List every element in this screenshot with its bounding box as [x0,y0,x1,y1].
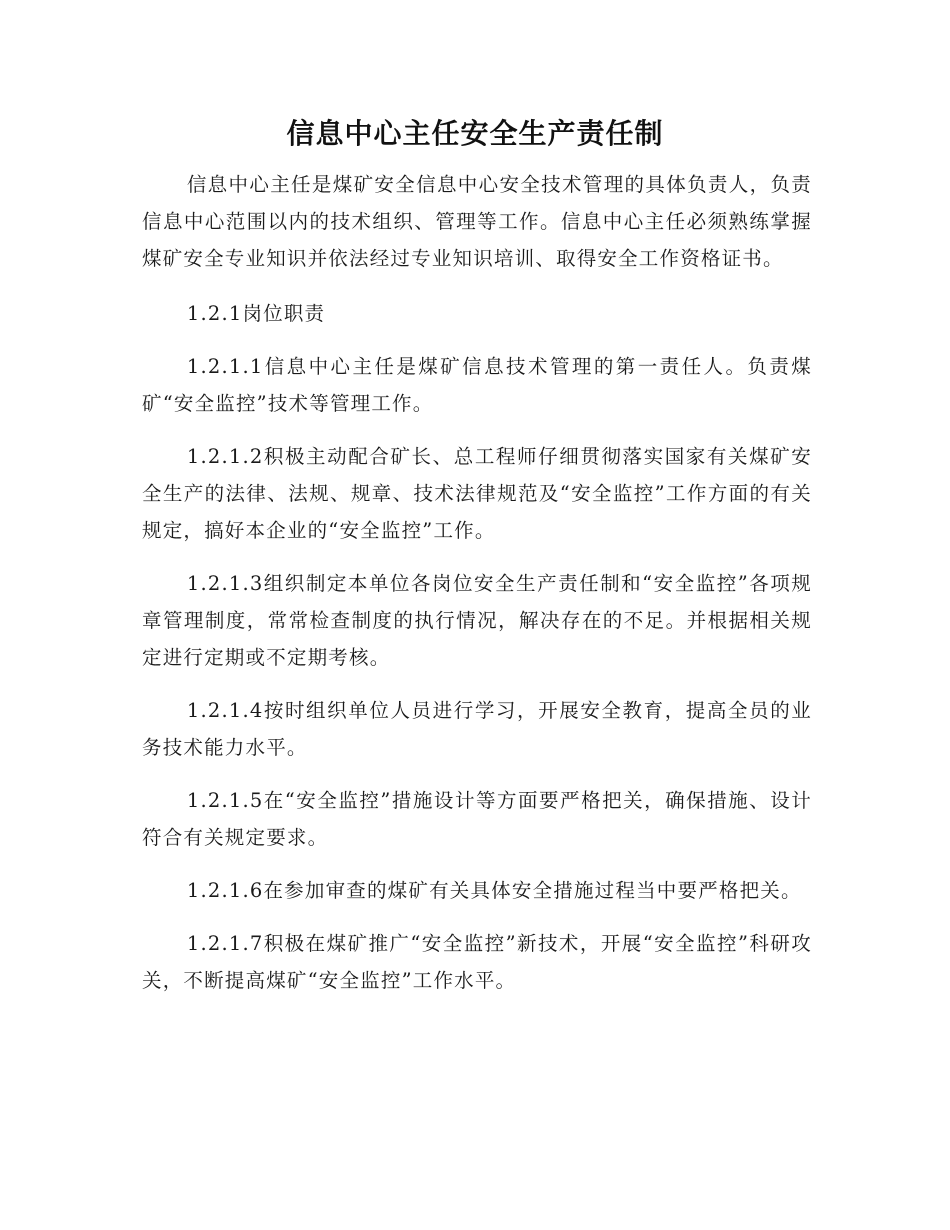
duty-item-5: 1.2.1.5在“安全监控”措施设计等方面要严格把关，确保措施、设计符合有关规定要求。 [142,789,812,849]
duty-item-7: 1.2.1.7积极在煤矿推广“安全监控”新技术，开展“安全监控”科研攻关，不断提高煤矿“安全监控”工作水平。 [142,932,812,992]
duty-item-1: 1.2.1.1信息中心主任是煤矿信息技术管理的第一责任人。负责煤矿“安全监控”技术等管理工作。 [142,355,812,415]
duty-item-2: 1.2.1.2积极主动配合矿长、总工程师仔细贯彻落实国家有关煤矿安全生产的法律、法规、规章、技术法律规范及“安全监控”工作方面的有关规定，搞好本企业的“安全监控”工作。 [142,445,812,542]
duty-item-3: 1.2.1.3组织制定本单位各岗位安全生产责任制和“安全监控”各项规章管理制度，常常检查制度的执行情况，解决存在的不足。并根据相关规定进行定期或不定期考核。 [142,572,812,669]
duty-item-6: 1.2.1.6在参加审查的煤矿有关具体安全措施过程当中要严格把关。 [186,879,802,902]
document-body [142,166,812,1015]
duty-item-4: 1.2.1.4按时组织单位人员进行学习，开展安全教育，提高全员的业务技术能力水平。 [142,699,812,759]
section-heading-job-duties: 1.2.1岗位职责 [186,302,326,325]
document-title: 信息中心主任安全生产责任制 [286,117,664,150]
intro-paragraph: 信息中心主任是煤矿安全信息中心安全技术管理的具体负责人，负责信息中心范围以内的技术组织、管理等工作。信息中心主任必须熟练掌握煤矿安全专业知识并依法经过专业知识培训、取得安全工作资格证书。 [142,173,812,270]
